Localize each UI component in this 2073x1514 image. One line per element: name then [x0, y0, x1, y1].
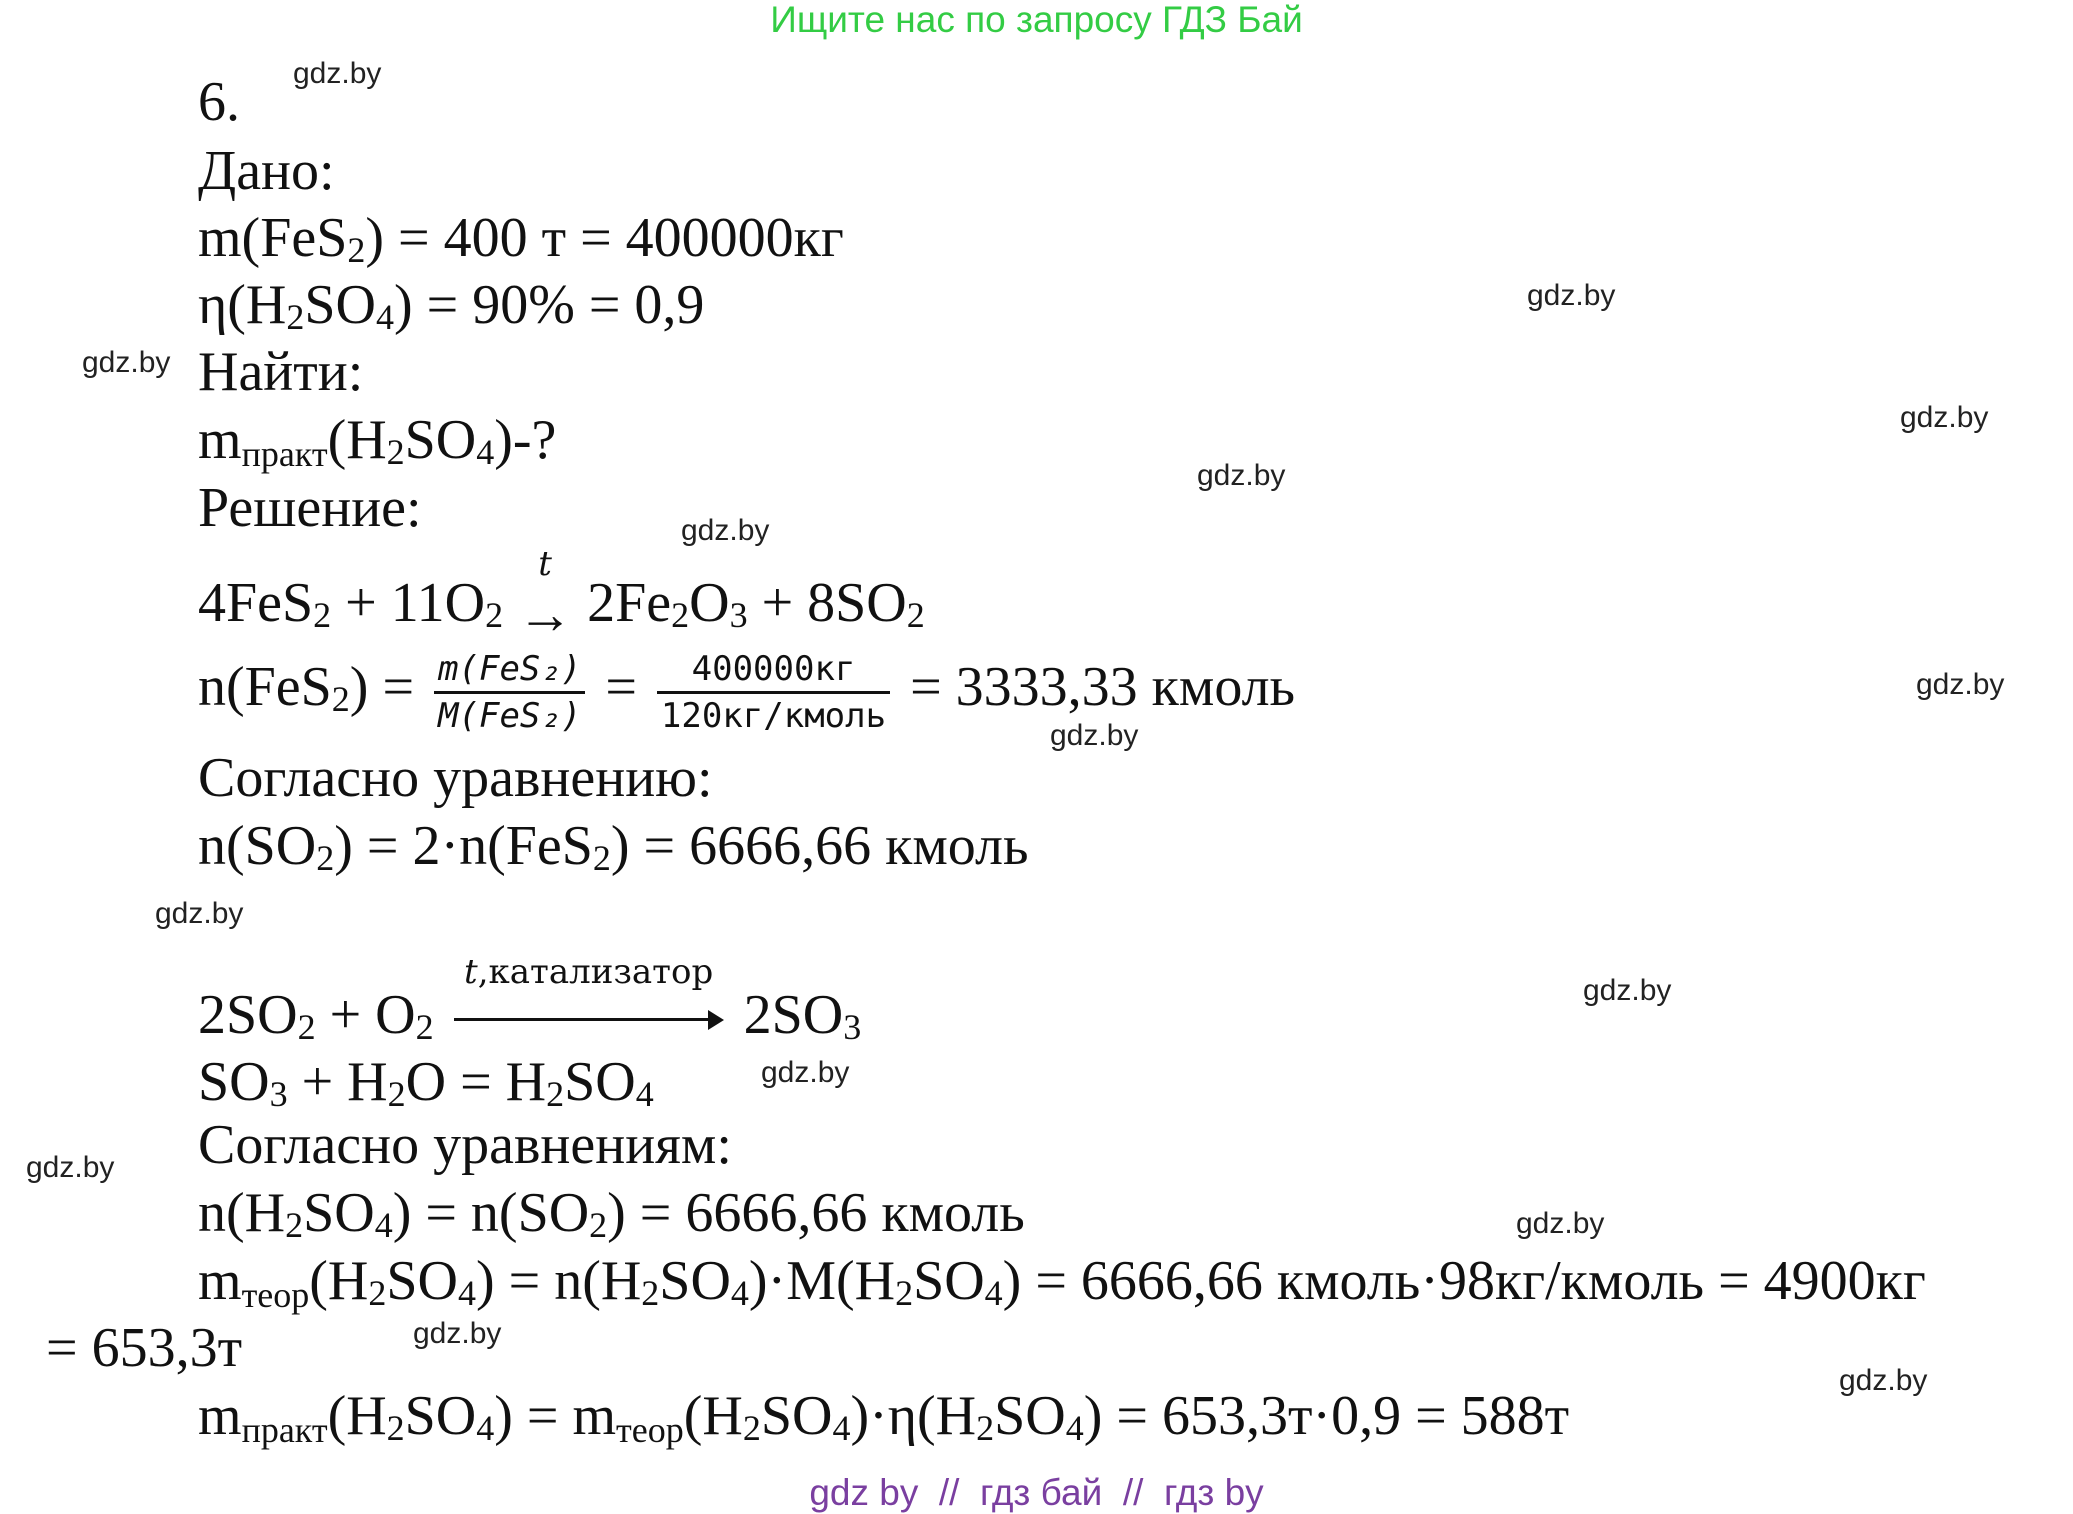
- given-yield-h2so4: η(H2SO4) = 90% = 0,9: [198, 274, 705, 337]
- moles-h2so4-line: n(H2SO4) = n(SO2) = 6666,66 кмоль: [198, 1182, 1025, 1245]
- given-mass-fes2: m(FeS2) = 400 т = 400000кг: [198, 207, 844, 270]
- top-banner: Ищите нас по запросу ГДЗ Бай: [770, 0, 1303, 40]
- reaction-roasting: 4FeS2 + 11O2 t → 2Fe2O3 + 8SO2: [198, 544, 925, 646]
- fraction-mass-over-molar: $\frac{\text{m(FeS₂)}}{\text{M(FeS₂)}}$: [434, 647, 585, 738]
- watermark: gdz.by: [26, 1151, 115, 1184]
- watermark: gdz.by: [1516, 1207, 1605, 1240]
- bottom-banner: gdz by // гдз бай // гдз by: [809, 1472, 1264, 1513]
- watermark: gdz.by: [1839, 1364, 1928, 1397]
- watermark: gdz.by: [155, 897, 244, 930]
- catalyst-arrow: t,катализатор: [448, 997, 730, 1057]
- theoretical-mass-continued: = 653,3т: [46, 1317, 243, 1379]
- moles-fes2-line: n(FeS2) = $\frac{\text{m(FeS₂)}}{\text{M(FeS₂)}}$ = $\frac{400000кг}{\text{120кг/кмоль}}$ = 3333,33 кмоль: [198, 648, 1296, 736]
- according-equation: Согласно уравнению:: [198, 747, 713, 809]
- reaction-arrow: t →: [517, 544, 574, 646]
- watermark: gdz.by: [293, 57, 382, 90]
- watermark: gdz.by: [1916, 668, 2005, 701]
- fraction-values: $\frac{400000кг}{\text{120кг/кмоль}}$: [657, 647, 890, 738]
- according-equations: Согласно уравнениям:: [198, 1114, 732, 1176]
- watermark: gdz.by: [1583, 974, 1672, 1007]
- watermark: gdz.by: [1197, 459, 1286, 492]
- reaction-oxidation: 2SO2 + O2 t,катализатор 2SO3: [198, 985, 861, 1057]
- moles-so2-line: n(SO2) = 2·n(FeS2) = 6666,66 кмоль: [198, 815, 1029, 878]
- watermark: gdz.by: [681, 514, 770, 547]
- watermark: gdz.by: [761, 1056, 850, 1089]
- watermark: gdz.by: [1527, 279, 1616, 312]
- watermark: gdz.by: [413, 1317, 502, 1350]
- watermark: gdz.by: [1900, 401, 1989, 434]
- reaction-hydration: SO3 + H2O = H2SO4: [198, 1051, 654, 1114]
- theoretical-mass-line: mтеор(H2SO4) = n(H2SO4)·M(H2SO4) = 6666,66 кмоль·98кг/кмоль = 4900кг: [198, 1250, 1926, 1315]
- task-number: 6.: [198, 71, 240, 133]
- find-heading: Найти:: [198, 341, 364, 403]
- practical-mass-line: mпракт(H2SO4) = mтеор(H2SO4)·η(H2SO4) = 653,3т·0,9 = 588т: [198, 1385, 1570, 1450]
- find-mass-h2so4: mпракт(H2SO4)-?: [198, 409, 557, 474]
- solution-heading: Решение:: [198, 477, 422, 539]
- given-heading: Дано:: [198, 140, 335, 202]
- watermark: gdz.by: [82, 346, 171, 379]
- watermark: gdz.by: [1050, 719, 1139, 752]
